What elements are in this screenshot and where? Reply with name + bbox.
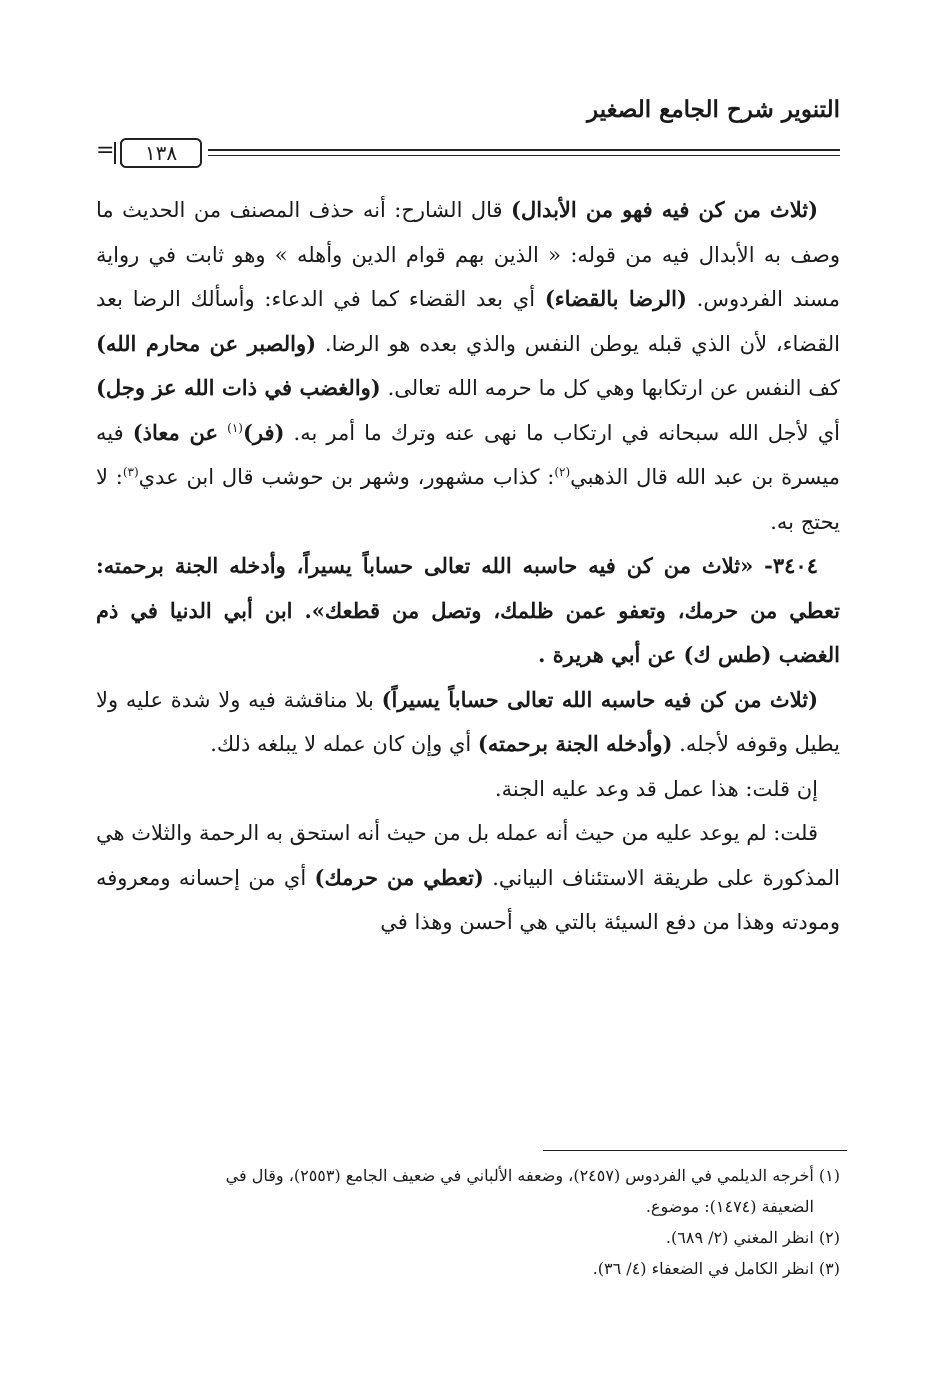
footnote-2: (٢) انظر المغني (٢/ ٦٨٩). (665, 1228, 840, 1247)
footnote-3: (٣) انظر الكامل في الضعفاء (٤/ ٣٦). (592, 1259, 840, 1278)
paragraph-commentary-1 (96, 188, 840, 544)
commentary-text: فيه ميسرة بن عبد الله قال الذهبي (96, 420, 840, 489)
commentary-text: أي بعد القضاء كما في الدعاء: وأسألك الرضا بعد القضاء، لأن الذي قبله يوطن النفس والذي بعده هو الرضا. (96, 287, 840, 356)
matn-quote: (ثلاث من كن فيه حاسبه الله تعالى حساباً يسيراً) (381, 686, 819, 712)
matn-quote: (وأدخله الجنة برحمته) (477, 731, 673, 756)
commentary-text: قال الشارح: أنه حذف المصنف من الحديث ما وصف به الأبدال فيه من قوله: « الذين بهم قوام الدين وأهله » وهو ثابت في رواية مسند الفردوس. (96, 198, 841, 311)
footnote-1: (١) أخرجه الديلمي في الفردوس (٢٤٥٧)، وضعفه الألباني في ضعيف الجامع (٢٥٥٣)، وقال في (225, 1166, 840, 1185)
header-rule (96, 138, 840, 165)
header-rule-mark: = (96, 138, 115, 163)
commentary-text: : لا يحتج به. (96, 465, 840, 534)
header-double-rule (208, 149, 840, 156)
hadith-3404: ٣٤٠٤- «ثلاث من كن فيه حاسبه الله تعالى حساباً يسيراً، وأدخله الجنة برحمته: تعطي من حرمك، وتعفو عمن ظلمك، وتصل من قطعك». ابن أبي الدنيا في ذم الغضب (طس ك) عن أبي هريرة . (96, 553, 840, 667)
source-code: (فر) (242, 419, 285, 445)
running-title: التنوير شرح الجامع الصغير (587, 96, 840, 123)
paragraph-answer (96, 811, 840, 945)
commentary-text: أي من إحسانه ومعروفه ومودته وهذا من دفع السيئة بالتي هي أحسن وهذا في (96, 865, 840, 934)
commentary-text: بلا مناقشة فيه ولا شدة عليه ولا يطيل وقوفه لأجله. (96, 687, 840, 756)
page-header (96, 96, 840, 164)
commentary-text: أي لأجل الله سبحانه في ارتكاب ما نهى عنه وترك ما أمر به. (284, 420, 840, 445)
commentary-text: : كذاب مشهور، وشهر بن حوشب قال ابن عدي (138, 465, 555, 489)
commentary-text: أي وإن كان عمله لا يبلغه ذلك. (210, 732, 478, 756)
narrator: عن معاذ) (132, 419, 219, 445)
body-text (96, 188, 840, 945)
paragraph-question: إن قلت: هذا عمل قد وعد عليه الجنة. (494, 776, 818, 801)
paragraph-commentary-2 (96, 678, 840, 767)
footnote-1-continued: الضعيفة (١٤٧٤): موضوع. (645, 1197, 814, 1216)
footnote-ref-3[interactable]: (٣) (122, 465, 139, 479)
page-number: ١٣٨ (120, 138, 202, 168)
footnote-separator (543, 1150, 847, 1151)
footnotes (96, 1160, 840, 1284)
footnote-ref-2[interactable]: (٢) (554, 465, 571, 479)
commentary-text: كف النفس عن ارتكابها وهي كل ما حرمه الله تعالى. (380, 376, 840, 400)
matn-quote: (تعطي من حرمك) (314, 864, 484, 890)
commentary-text: قلت: لم يوعد عليه من حيث أنه عمله بل من حيث أنه استحق به الرحمة والثلاث هي المذكورة على طريقة الاستئناف البياني. (96, 821, 840, 890)
matn-quote: (والغضب في ذات الله عز وجل) (96, 375, 381, 400)
matn-quote: (الرضا بالقضاء) (544, 286, 687, 311)
matn-quote: (والصبر عن محارم الله) (96, 330, 317, 356)
matn-quote: (ثلاث من كن فيه فهو من الأبدال) (511, 197, 819, 222)
footnote-ref-1[interactable]: (١) (227, 420, 243, 435)
